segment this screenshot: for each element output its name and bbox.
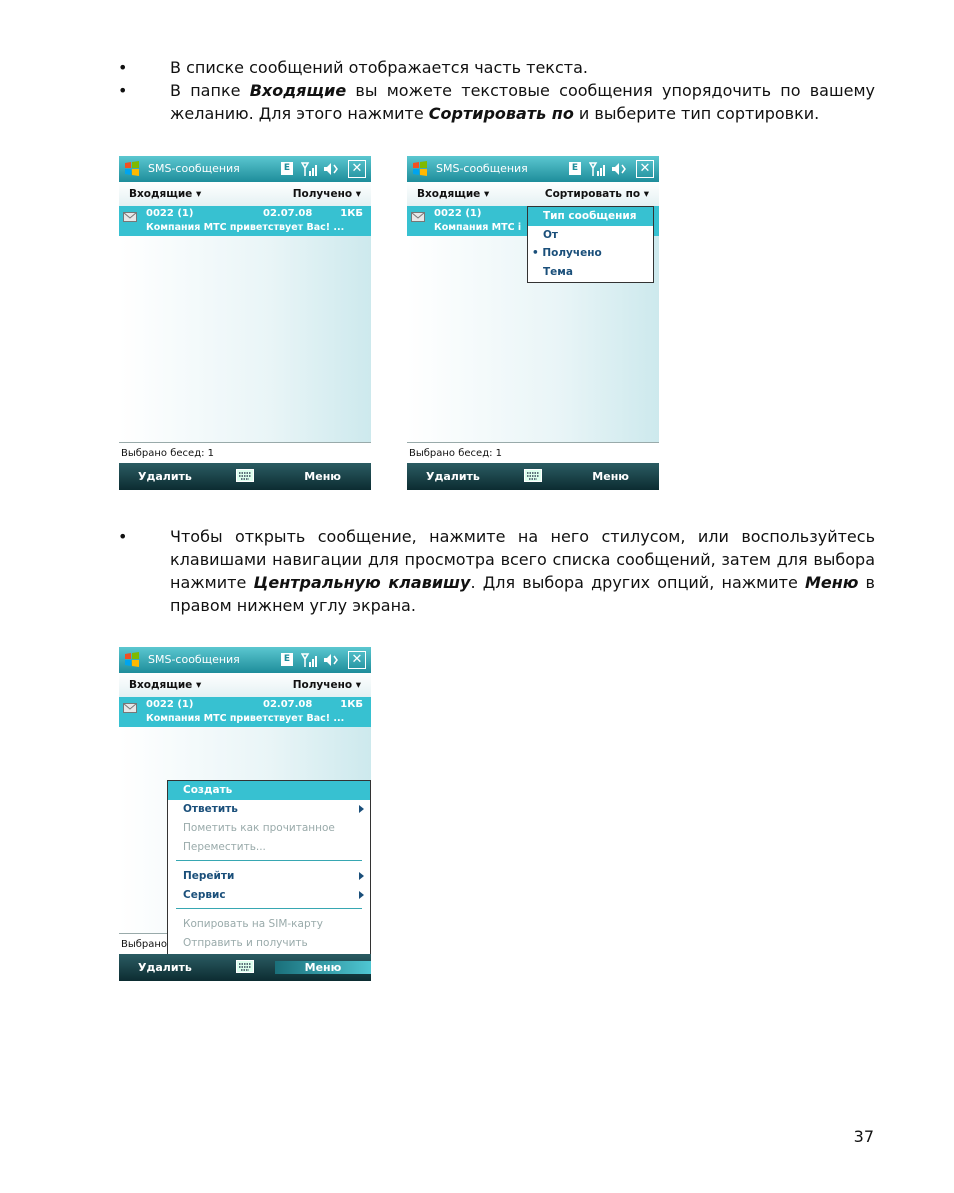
message-sender: 0022 (1) <box>146 208 194 219</box>
edge-icon: E <box>281 653 293 666</box>
menu-item-reply[interactable]: Ответить <box>168 800 370 819</box>
submenu-arrow-icon <box>359 805 364 813</box>
windows-start-icon[interactable] <box>411 160 429 178</box>
volume-icon[interactable] <box>323 652 339 668</box>
menu-item-send-receive: Отправить и получить <box>183 937 308 949</box>
volume-icon[interactable] <box>323 161 339 177</box>
list-header <box>119 182 371 206</box>
edge-icon: E <box>569 162 581 175</box>
app-title: SMS-сообщения <box>436 162 528 175</box>
paragraph-1: В списке сообщений отображается часть текста. <box>170 58 588 77</box>
signal-icon[interactable] <box>301 652 317 668</box>
status-text: Выбрано бесед: 1 <box>121 448 215 459</box>
status-text: Выбрано бесед: 1 <box>409 448 503 459</box>
title-bar <box>119 647 371 673</box>
sort-by-dropdown[interactable]: Сортировать по ▾ <box>544 188 649 200</box>
status-bar <box>407 442 659 464</box>
sort-option-received[interactable]: • Получено <box>532 247 602 259</box>
keyboard-icon[interactable] <box>236 469 254 482</box>
menu-button[interactable]: Меню <box>304 470 341 483</box>
message-row[interactable] <box>119 206 371 236</box>
keyboard-icon[interactable] <box>524 469 542 482</box>
menu-item-create[interactable]: Создать <box>168 781 370 800</box>
folder-dropdown[interactable]: Входящие ▾ <box>417 188 490 200</box>
menu-button-active[interactable]: Меню <box>275 961 371 974</box>
windows-start-icon[interactable] <box>123 160 141 178</box>
sort-option-type[interactable]: Тип сообщения <box>528 207 653 226</box>
status-text: Выбрано <box>121 939 168 950</box>
sort-dropdown[interactable]: Получено ▾ <box>292 188 361 200</box>
sort-dropdown[interactable]: Получено ▾ <box>292 679 361 691</box>
bullet-2: • <box>118 81 128 100</box>
envelope-icon <box>123 703 137 713</box>
message-date: 02.07.08 <box>263 208 313 219</box>
list-header <box>407 182 659 206</box>
sort-option-subject[interactable]: Тема <box>543 266 573 278</box>
message-sender: 0022 (1) <box>434 208 482 219</box>
menu-separator <box>176 908 362 909</box>
message-date: 02.07.08 <box>263 699 313 710</box>
delete-button[interactable]: Удалить <box>138 470 192 483</box>
paragraph-3: Чтобы открыть сообщение, нажмите на него стилусом, или воспользуйтесь клавишами навигации для просмотра всего списка сообщений, затем для выбора нажмите Центральную клавишу. Для выбора других опций, нажмите Меню в правом нижнем углу экрана. <box>170 527 875 615</box>
submenu-arrow-icon <box>359 891 364 899</box>
message-preview: Компания МТС приветствует Вас! ... <box>146 222 345 233</box>
close-button[interactable]: ✕ <box>348 160 366 178</box>
signal-icon[interactable] <box>589 161 605 177</box>
app-title: SMS-сообщения <box>148 653 240 666</box>
message-preview: Компания МТС і <box>434 222 522 233</box>
volume-icon[interactable] <box>611 161 627 177</box>
context-menu <box>167 780 371 956</box>
message-row[interactable] <box>119 697 371 727</box>
menu-item-goto[interactable]: Перейти <box>168 867 370 886</box>
phone-screen-3 <box>119 647 371 981</box>
envelope-icon <box>411 212 425 222</box>
close-button[interactable]: ✕ <box>348 651 366 669</box>
menu-item-mark-read: Пометить как прочитанное <box>183 822 335 834</box>
menu-button[interactable]: Меню <box>592 470 629 483</box>
message-list <box>119 206 371 442</box>
folder-dropdown[interactable]: Входящие ▾ <box>129 679 202 691</box>
menu-separator <box>176 860 362 861</box>
page-number: 37 <box>853 1127 874 1146</box>
keyboard-icon[interactable] <box>236 960 254 973</box>
title-bar <box>407 156 659 182</box>
delete-button[interactable]: Удалить <box>426 470 480 483</box>
list-header <box>119 673 371 697</box>
folder-dropdown[interactable]: Входящие ▾ <box>129 188 202 200</box>
envelope-icon <box>123 212 137 222</box>
soft-key-bar <box>119 954 371 981</box>
edge-icon: E <box>281 162 293 175</box>
close-button[interactable]: ✕ <box>636 160 654 178</box>
message-sender: 0022 (1) <box>146 699 194 710</box>
soft-key-bar <box>407 463 659 490</box>
message-preview: Компания МТС приветствует Вас! ... <box>146 713 345 724</box>
bullet-3: • <box>118 527 128 546</box>
status-bar <box>119 442 371 464</box>
menu-item-tools[interactable]: Сервис <box>168 886 370 905</box>
title-bar <box>119 156 371 182</box>
sort-option-from[interactable]: От <box>543 229 559 241</box>
message-size: 1КБ <box>340 699 363 710</box>
paragraph-2: В папке Входящие вы можете текстовые сообщения упорядочить по вашему желанию. Для этого нажмите Сортировать по и выберите тип сортировки. <box>170 81 876 123</box>
sort-menu <box>527 206 654 283</box>
delete-button[interactable]: Удалить <box>138 961 192 974</box>
message-size: 1КБ <box>340 208 363 219</box>
submenu-arrow-icon <box>359 872 364 880</box>
windows-start-icon[interactable] <box>123 651 141 669</box>
bullet-1: • <box>118 58 128 77</box>
menu-item-copy-sim: Копировать на SIM-карту <box>183 918 323 930</box>
phone-screen-1 <box>119 156 371 490</box>
signal-icon[interactable] <box>301 161 317 177</box>
menu-item-move: Переместить... <box>183 841 266 853</box>
soft-key-bar <box>119 463 371 490</box>
app-title: SMS-сообщения <box>148 162 240 175</box>
phone-screen-2 <box>407 156 659 490</box>
